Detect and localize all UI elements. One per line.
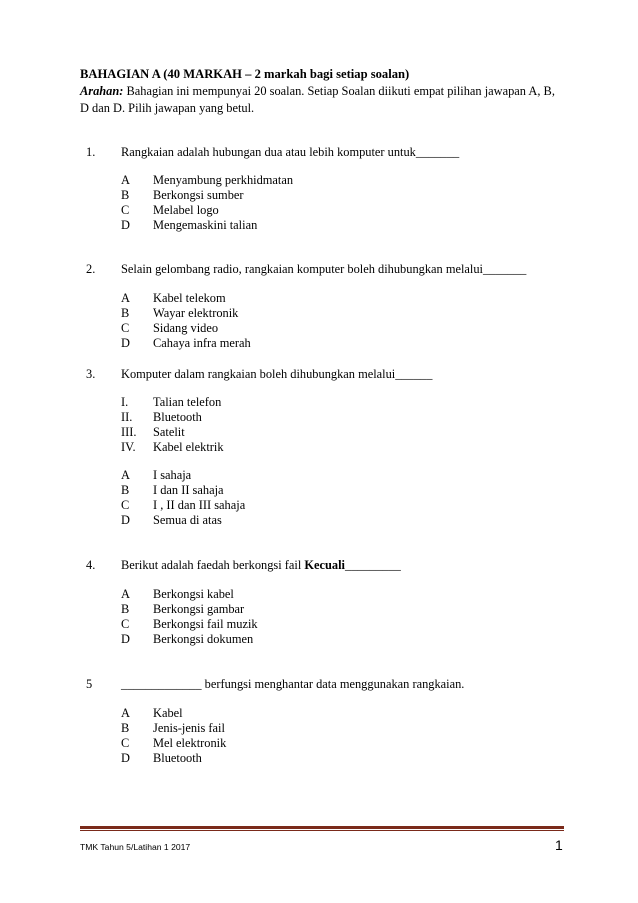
option-text: Wayar elektronik: [153, 306, 239, 320]
question-text: Komputer dalam rangkaian boleh dihubungkan melalui______: [121, 367, 433, 381]
question-text: [121, 558, 401, 573]
statement-numeral: II.: [121, 410, 133, 424]
option-text: I , II dan III sahaja: [153, 498, 246, 512]
question-number: 4.: [86, 558, 96, 572]
option-letter: B: [121, 721, 130, 735]
option-letter: A: [121, 468, 130, 482]
instruction-text: Bahagian ini mempunyai 20 soalan. Setiap Soalan diikuti empat pilihan jawapan A, B, D dan D. Pilih jawapan yang betul.: [80, 84, 555, 115]
question-number: 1.: [86, 145, 96, 159]
question-blank: _________: [345, 558, 401, 572]
question-text-start: Berikut adalah faedah berkongsi fail: [121, 558, 305, 572]
statement-numeral: I.: [121, 395, 129, 409]
statement-text: Talian telefon: [153, 395, 222, 409]
option-text: Bluetooth: [153, 751, 202, 765]
option-letter: B: [121, 602, 130, 616]
option-text: Berkongsi gambar: [153, 602, 245, 616]
option-text: Kabel: [153, 706, 183, 720]
option-letter: D: [121, 632, 130, 646]
option-text: Semua di atas: [153, 513, 222, 527]
footer-rule-thick: [80, 826, 564, 829]
option-letter: C: [121, 617, 130, 631]
option-text: Mel elektronik: [153, 736, 227, 750]
instructions: [80, 83, 564, 117]
option-letter: C: [121, 498, 130, 512]
footer-rule-thin: [80, 830, 564, 831]
question-text: Rangkaian adalah hubungan dua atau lebih komputer untuk_______: [121, 145, 460, 159]
question-text: _____________ berfungsi menghantar data menggunakan rangkaian.: [121, 677, 465, 691]
question-number: 2.: [86, 262, 96, 276]
option-text: Berkongsi fail muzik: [153, 617, 258, 631]
option-letter: A: [121, 173, 130, 187]
statement-text: Bluetooth: [153, 410, 202, 424]
option-letter: A: [121, 706, 130, 720]
option-letter: D: [121, 218, 130, 232]
option-letter: A: [121, 291, 130, 305]
option-text: I sahaja: [153, 468, 192, 482]
option-text: Cahaya infra merah: [153, 336, 251, 350]
question-number: 3.: [86, 367, 96, 381]
option-text: Menyambung perkhidmatan: [153, 173, 294, 187]
statement-text: Satelit: [153, 425, 185, 439]
option-letter: B: [121, 188, 130, 202]
instruction-label: Arahan:: [80, 84, 124, 98]
option-letter: A: [121, 587, 130, 601]
statement-numeral: III.: [121, 425, 137, 439]
option-text: Melabel logo: [153, 203, 219, 217]
statement-text: Kabel elektrik: [153, 440, 224, 454]
option-letter: B: [121, 306, 130, 320]
question-text: Selain gelombang radio, rangkaian komputer boleh dihubungkan melalui_______: [121, 262, 527, 276]
option-text: Sidang video: [153, 321, 219, 335]
option-letter: D: [121, 513, 130, 527]
option-letter: B: [121, 483, 130, 497]
option-text: Kabel telekom: [153, 291, 226, 305]
option-text: Mengemaskini talian: [153, 218, 258, 232]
option-letter: C: [121, 321, 130, 335]
option-text: Jenis-jenis fail: [153, 721, 225, 735]
option-letter: C: [121, 203, 130, 217]
footer-label: TMK Tahun 5/Latihan 1 2017: [80, 842, 191, 852]
option-letter: C: [121, 736, 130, 750]
statement-numeral: IV.: [121, 440, 136, 454]
question-number: 5: [86, 677, 93, 691]
section-heading: BAHAGIAN A (40 MARKAH – 2 markah bagi setiap soalan): [80, 67, 410, 81]
option-text: I dan II sahaja: [153, 483, 224, 497]
question-keyword: Kecuali: [304, 558, 345, 572]
option-letter: D: [121, 751, 130, 765]
option-text: Berkongsi dokumen: [153, 632, 254, 646]
option-text: Berkongsi sumber: [153, 188, 244, 202]
option-letter: D: [121, 336, 130, 350]
option-text: Berkongsi kabel: [153, 587, 234, 601]
page-number: 1: [555, 837, 563, 853]
